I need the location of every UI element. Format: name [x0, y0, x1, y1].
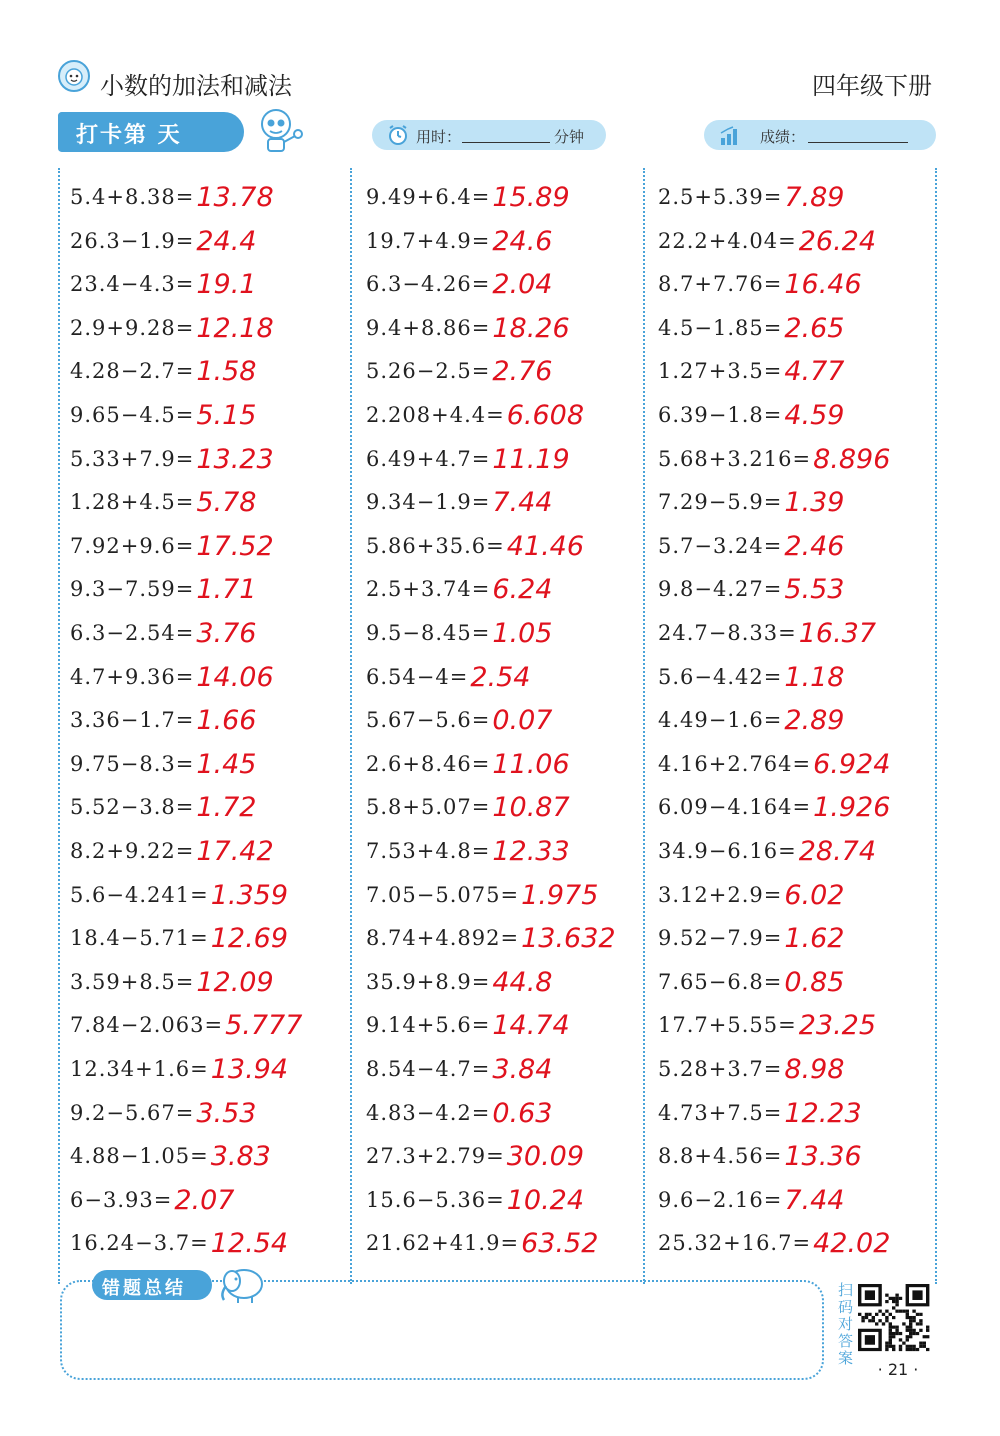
- exercise-expression: 4.49−1.6=2.89: [658, 705, 845, 737]
- handwritten-answer: 13.36: [784, 1141, 862, 1173]
- exercise-expression: 5.6−4.241=1.359: [70, 879, 289, 911]
- exercise-expression: 6.39−1.8=4.59: [658, 400, 845, 431]
- exercise-expression: 5.52−3.8=1.72: [70, 792, 257, 824]
- handwritten-answer: 1.58: [196, 356, 257, 388]
- exercise-expression: 5.26−2.5=2.76: [366, 356, 553, 388]
- exercise-expression: 3.12+2.9=6.02: [658, 879, 845, 911]
- exercise-expression: 2.5+3.74=6.24: [366, 574, 553, 606]
- exercise-expression: 3.59+8.5=12.09: [70, 966, 274, 998]
- column-divider-left: [58, 168, 60, 1284]
- time-unit: 分钟: [554, 128, 585, 146]
- handwritten-answer: 2.07: [174, 1184, 235, 1216]
- handwritten-answer: 1.359: [210, 879, 289, 911]
- mistake-summary-label: 错题总结: [102, 1278, 186, 1299]
- elephant-icon: [214, 1264, 270, 1304]
- lion-mascot-icon: [56, 58, 92, 94]
- time-box: [372, 120, 606, 150]
- handwritten-answer: 2.54: [470, 661, 531, 693]
- exercise-expression: 5.28+3.7=8.98: [658, 1054, 845, 1085]
- exercise-expression: 2.208+4.4=6.608: [366, 400, 585, 431]
- robot-mascot-icon: [250, 104, 306, 156]
- exercise-expression: 9.5−8.45=1.05: [366, 618, 553, 649]
- grade-label: 四年级下册: [812, 72, 932, 100]
- score-input-line[interactable]: [808, 142, 908, 143]
- exercise-expression: 4.73+7.5=12.23: [658, 1097, 862, 1129]
- page-header: [56, 52, 936, 108]
- handwritten-answer: 28.74: [798, 836, 877, 867]
- time-input-line[interactable]: [462, 142, 550, 143]
- handwritten-answer: 12.23: [784, 1097, 862, 1129]
- exercise-expression: 6.49+4.7=11.19: [366, 443, 570, 475]
- page-title: 小数的加法和减法: [100, 72, 292, 100]
- handwritten-answer: 7.44: [784, 1184, 845, 1216]
- exercise-expression: 7.92+9.6=17.52: [70, 530, 274, 562]
- handwritten-answer: 3.53: [196, 1097, 257, 1129]
- punch-card-label: 打卡第 天: [76, 123, 182, 148]
- handwritten-answer: 3.83: [210, 1141, 271, 1173]
- exercise-expression: 4.28−2.7=1.58: [70, 356, 257, 388]
- exercise-expression: 26.3−1.9=24.4: [70, 225, 257, 257]
- handwritten-answer: 19.1: [196, 269, 257, 301]
- exercise-expression: 5.8+5.07=10.87: [366, 792, 570, 824]
- handwritten-answer: 6.02: [784, 879, 845, 911]
- exercise-expression: 7.53+4.8=12.33: [366, 836, 570, 867]
- exercise-expression: 17.7+5.55=23.25: [658, 1010, 877, 1042]
- handwritten-answer: 1.62: [784, 923, 845, 955]
- exercise-expression: 6−3.93=2.07: [70, 1184, 235, 1216]
- column-divider-1: [350, 168, 352, 1284]
- handwritten-answer: 16.46: [784, 269, 862, 301]
- exercise-expression: 18.4−5.71=12.69: [70, 923, 289, 955]
- handwritten-answer: 1.926: [813, 792, 891, 824]
- punch-card-banner: [58, 112, 244, 152]
- handwritten-answer: 16.37: [798, 618, 877, 649]
- exercise-expression: 27.3+2.79=30.09: [366, 1141, 585, 1173]
- exercise-expression: 5.86+35.6=41.46: [366, 530, 585, 562]
- score-label: 成绩：: [760, 128, 806, 146]
- handwritten-answer: 17.42: [196, 836, 274, 867]
- handwritten-answer: 14.06: [196, 661, 274, 693]
- handwritten-answer: 5.15: [196, 400, 257, 431]
- handwritten-answer: 6.924: [813, 748, 891, 780]
- handwritten-answer: 1.66: [196, 705, 257, 737]
- exercise-expression: 8.2+9.22=17.42: [70, 836, 274, 867]
- exercise-expression: 5.68+3.216=8.896: [658, 443, 891, 475]
- exercise-expression: 23.4−4.3=19.1: [70, 269, 257, 301]
- exercise-expression: 6.3−2.54=3.76: [70, 618, 257, 649]
- exercise-expression: 9.14+5.6=14.74: [366, 1010, 570, 1042]
- handwritten-answer: 5.53: [784, 574, 845, 606]
- exercise-expression: 3.36−1.7=1.66: [70, 705, 257, 737]
- exercise-expression: 6.09−4.164=1.926: [658, 792, 891, 824]
- exercise-expression: 4.88−1.05=3.83: [70, 1141, 271, 1173]
- handwritten-answer: 13.78: [196, 182, 274, 213]
- time-label: 用时：: [416, 128, 462, 146]
- alarm-clock-icon: [386, 124, 410, 146]
- handwritten-answer: 8.98: [784, 1054, 845, 1085]
- exercise-expression: 1.27+3.5=4.77: [658, 356, 845, 388]
- handwritten-answer: 63.52: [521, 1228, 599, 1260]
- exercise-expression: 9.52−7.9=1.62: [658, 923, 845, 955]
- qr-label: 扫码对答案: [838, 1281, 854, 1367]
- handwritten-answer: 2.76: [492, 356, 553, 388]
- exercise-expression: 25.32+16.7=42.02: [658, 1228, 891, 1260]
- handwritten-answer: 10.24: [506, 1184, 585, 1216]
- exercise-expression: 8.74+4.892=13.632: [366, 923, 616, 955]
- score-box: [704, 120, 936, 150]
- exercise-expression: 16.24−3.7=12.54: [70, 1228, 289, 1260]
- handwritten-answer: 0.63: [492, 1097, 553, 1129]
- handwritten-answer: 0.85: [784, 966, 845, 998]
- handwritten-answer: 3.84: [492, 1054, 553, 1085]
- handwritten-answer: 18.26: [492, 312, 570, 344]
- handwritten-answer: 13.94: [210, 1054, 289, 1085]
- handwritten-answer: 1.72: [196, 792, 257, 824]
- handwritten-answer: 12.09: [196, 966, 274, 998]
- exercise-expression: 5.33+7.9=13.23: [70, 443, 274, 475]
- exercise-expression: 4.7+9.36=14.06: [70, 661, 274, 693]
- handwritten-answer: 12.18: [196, 312, 274, 344]
- handwritten-answer: 6.24: [492, 574, 553, 606]
- handwritten-answer: 1.45: [196, 748, 257, 780]
- handwritten-answer: 44.8: [492, 966, 553, 998]
- exercise-expression: 9.4+8.86=18.26: [366, 312, 570, 344]
- column-divider-right: [935, 168, 937, 1284]
- handwritten-answer: 8.896: [813, 443, 891, 475]
- exercise-expression: 5.67−5.6=0.07: [366, 705, 553, 737]
- handwritten-answer: 1.975: [521, 879, 599, 911]
- handwritten-answer: 2.46: [784, 530, 845, 562]
- handwritten-answer: 1.05: [492, 618, 553, 649]
- exercise-expression: 9.49+6.4=15.89: [366, 182, 570, 213]
- handwritten-answer: 5.78: [196, 487, 257, 519]
- exercise-expression: 2.6+8.46=11.06: [366, 748, 570, 780]
- handwritten-answer: 2.65: [784, 312, 845, 344]
- handwritten-answer: 12.33: [492, 836, 570, 867]
- exercise-expression: 7.84−2.063=5.777: [70, 1010, 303, 1042]
- handwritten-answer: 14.74: [492, 1010, 570, 1042]
- handwritten-answer: 13.23: [196, 443, 274, 475]
- exercise-expression: 8.7+7.76=16.46: [658, 269, 862, 301]
- exercise-expression: 1.28+4.5=5.78: [70, 487, 257, 519]
- handwritten-answer: 5.777: [225, 1010, 303, 1042]
- exercise-expression: 15.6−5.36=10.24: [366, 1184, 585, 1216]
- handwritten-answer: 10.87: [492, 792, 570, 824]
- exercise-expression: 4.5−1.85=2.65: [658, 312, 845, 344]
- handwritten-answer: 11.19: [492, 443, 570, 475]
- handwritten-answer: 30.09: [506, 1141, 585, 1173]
- handwritten-answer: 4.77: [784, 356, 845, 388]
- handwritten-answer: 1.71: [196, 574, 257, 606]
- bar-chart-icon: [718, 124, 742, 146]
- exercise-expression: 7.05−5.075=1.975: [366, 879, 599, 911]
- handwritten-answer: 41.46: [506, 530, 585, 562]
- handwritten-answer: 2.04: [492, 269, 553, 301]
- handwritten-answer: 26.24: [798, 225, 877, 257]
- exercise-expression: 34.9−6.16=28.74: [658, 836, 877, 867]
- exercise-expression: 9.75−8.3=1.45: [70, 748, 257, 780]
- exercise-expression: 22.2+4.04=26.24: [658, 225, 877, 257]
- handwritten-answer: 1.39: [784, 487, 845, 519]
- exercise-expression: 2.5+5.39=7.89: [658, 182, 845, 213]
- handwritten-answer: 0.07: [492, 705, 553, 737]
- exercise-expression: 8.8+4.56=13.36: [658, 1141, 862, 1173]
- exercise-expression: 9.8−4.27=5.53: [658, 574, 845, 606]
- exercise-expression: 7.65−6.8=0.85: [658, 966, 845, 998]
- exercise-expression: 5.4+8.38=13.78: [70, 182, 274, 213]
- handwritten-answer: 7.44: [492, 487, 553, 519]
- handwritten-answer: 17.52: [196, 530, 274, 562]
- exercise-expression: 5.7−3.24=2.46: [658, 530, 845, 562]
- mistake-summary-tag: [92, 1270, 212, 1300]
- column-divider-2: [643, 168, 645, 1284]
- exercise-expression: 2.9+9.28=12.18: [70, 312, 274, 344]
- handwritten-answer: 12.54: [210, 1228, 289, 1260]
- exercise-expression: 9.3−7.59=1.71: [70, 574, 257, 606]
- handwritten-answer: 12.69: [210, 923, 289, 955]
- handwritten-answer: 4.59: [784, 400, 845, 431]
- exercise-expression: 6.54−4=2.54: [366, 661, 531, 693]
- handwritten-answer: 24.6: [492, 225, 553, 257]
- exercise-expression: 24.7−8.33=16.37: [658, 618, 877, 649]
- exercise-expression: 9.6−2.16=7.44: [658, 1184, 845, 1216]
- handwritten-answer: 24.4: [196, 225, 257, 257]
- exercise-expression: 7.29−5.9=1.39: [658, 487, 845, 519]
- handwritten-answer: 3.76: [196, 618, 257, 649]
- handwritten-answer: 7.89: [784, 182, 845, 213]
- handwritten-answer: 1.18: [784, 661, 845, 693]
- exercise-expression: 9.2−5.67=3.53: [70, 1097, 257, 1129]
- exercise-expression: 21.62+41.9=63.52: [366, 1228, 599, 1260]
- exercise-expression: 12.34+1.6=13.94: [70, 1054, 289, 1085]
- qr-code-icon[interactable]: [858, 1284, 938, 1358]
- exercise-expression: 5.6−4.42=1.18: [658, 661, 845, 693]
- handwritten-answer: 6.608: [506, 400, 585, 431]
- exercise-expression: 9.34−1.9=7.44: [366, 487, 553, 519]
- handwritten-answer: 23.25: [798, 1010, 877, 1042]
- page-number: · 21 ·: [877, 1360, 919, 1379]
- exercise-expression: 8.54−4.7=3.84: [366, 1054, 553, 1085]
- handwritten-answer: 11.06: [492, 748, 570, 780]
- exercise-expression: 6.3−4.26=2.04: [366, 269, 553, 301]
- handwritten-answer: 13.632: [521, 923, 616, 955]
- handwritten-answer: 42.02: [813, 1228, 891, 1260]
- handwritten-answer: 15.89: [492, 182, 570, 213]
- exercise-expression: 35.9+8.9=44.8: [366, 966, 553, 998]
- exercise-expression: 4.83−4.2=0.63: [366, 1097, 553, 1129]
- exercise-expression: 9.65−4.5=5.15: [70, 400, 257, 431]
- handwritten-answer: 2.89: [784, 705, 845, 737]
- exercise-expression: 4.16+2.764=6.924: [658, 748, 891, 780]
- exercise-expression: 19.7+4.9=24.6: [366, 225, 553, 257]
